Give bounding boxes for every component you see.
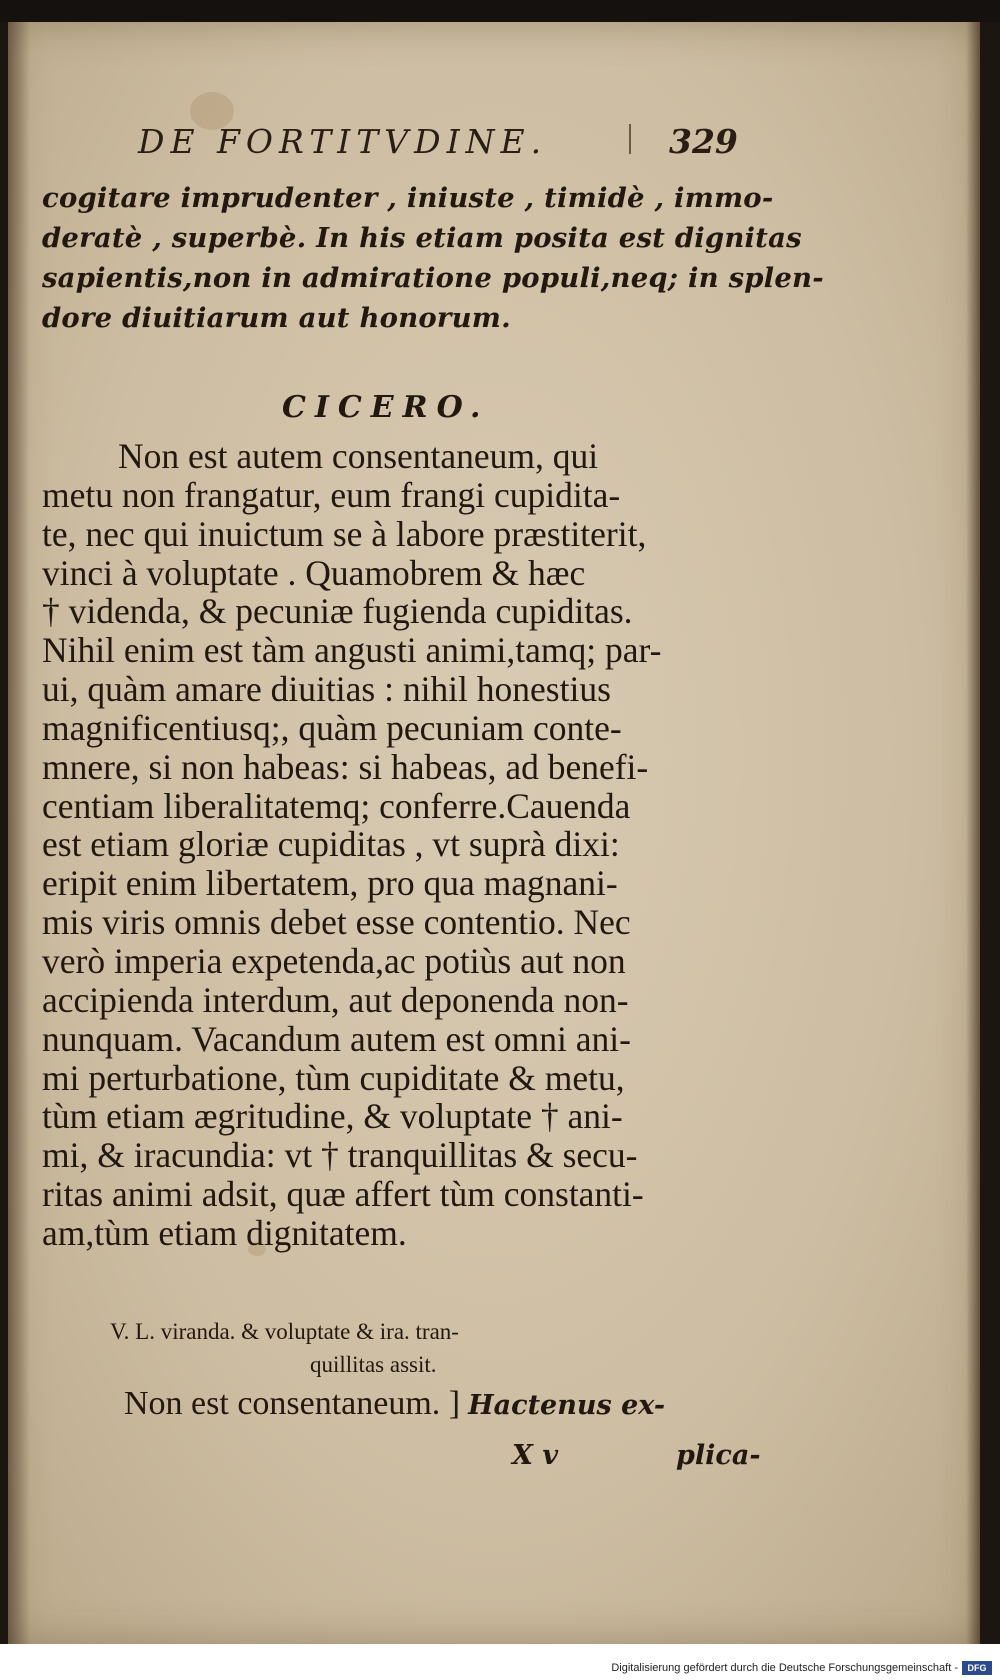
text-line: nunquam. Vacandum autem est omni ani-: [42, 1018, 631, 1059]
text-line: deratè , superbè. In his etiam posita est dignitas: [42, 222, 802, 254]
variant-note: [110, 1315, 750, 1381]
text-line: mi perturbatione, tùm cupiditate & metu,: [42, 1057, 625, 1098]
italic-paragraph: [42, 178, 824, 338]
digitization-credit: Digitalisierung gefördert durch die Deutsche Forschungsgemeinschaft -: [611, 1662, 958, 1674]
text-line: mnere, si non habeas: si habeas, ad benefi-: [42, 746, 649, 787]
text-line: ritas animi adsit, quæ affert tùm constanti-: [42, 1174, 644, 1215]
text-line: te, nec qui inuictum se à labore præstiterit,: [42, 513, 647, 554]
text-line: dore diuitiarum aut honorum.: [42, 302, 511, 334]
text-line: tùm etiam ægritudine, & voluptate † ani-: [42, 1096, 623, 1137]
commentary-lemma: Non est consentaneum. ]: [124, 1385, 461, 1422]
text-line: eripit enim libertatem, pro qua magnani-: [42, 863, 618, 904]
gutter-shadow: [8, 22, 30, 1644]
text-line: mis viris omnis debet esse contentio. Nec: [42, 902, 631, 943]
note-line: quillitas assit.: [310, 1352, 437, 1377]
text-line: verò imperia expetenda,ac potiùs aut non: [42, 940, 626, 981]
page-number: 329: [669, 122, 738, 161]
running-head: [132, 118, 752, 168]
dfg-logo-text: DFG: [967, 1663, 987, 1673]
text-line: am,tùm etiam dignitatem.: [42, 1212, 407, 1253]
page-edge-shadow: [966, 22, 980, 1644]
text-line: est etiam gloriæ cupiditas , vt suprà dixi:: [42, 824, 620, 865]
text-line: accipienda interdum, aut deponenda non-: [42, 979, 629, 1020]
section-heading: CICERO.: [282, 390, 490, 425]
commentary-line: [124, 1383, 764, 1423]
text-line: mi, & iracundia: vt † tranquillitas & secu-: [42, 1135, 638, 1176]
note-line: V. L. viranda. & voluptate & ira. tran-: [110, 1319, 459, 1344]
scan-top-border: [0, 0, 1000, 22]
running-head-title: DE FORTITVDINE.: [138, 122, 548, 161]
text-line: ui, quàm amare diuitias : nihil honestius: [42, 669, 611, 710]
text-line: Nihil enim est tàm angusti animi,tamq; par-: [42, 630, 662, 671]
text-line: † videnda, & pecuniæ fugienda cupiditas.: [42, 591, 633, 632]
text-line: vinci à voluptate . Quamobrem & hæc: [42, 552, 586, 593]
text-line: centiam liberalitatemq; conferre.Cauenda: [42, 785, 631, 826]
text-line: cogitare imprudenter , iniuste , timidè , immo-: [42, 182, 774, 214]
dfg-logo: [962, 1661, 992, 1675]
commentary-text: Hactenus ex-: [468, 1390, 666, 1421]
text-line: sapientis,non in admiratione populi,neq; in splen-: [42, 262, 824, 294]
signature-mark: X v: [512, 1440, 559, 1471]
catchword: plica-: [676, 1440, 761, 1471]
main-text: [42, 437, 742, 1253]
text-line: Non est autem consentaneum, qui: [118, 436, 599, 476]
text-line: magnificentiusq;, quàm pecuniam conte-: [42, 707, 622, 748]
text-line: metu non frangatur, eum frangi cupidita-: [42, 474, 621, 515]
running-head-rule: [629, 124, 631, 154]
